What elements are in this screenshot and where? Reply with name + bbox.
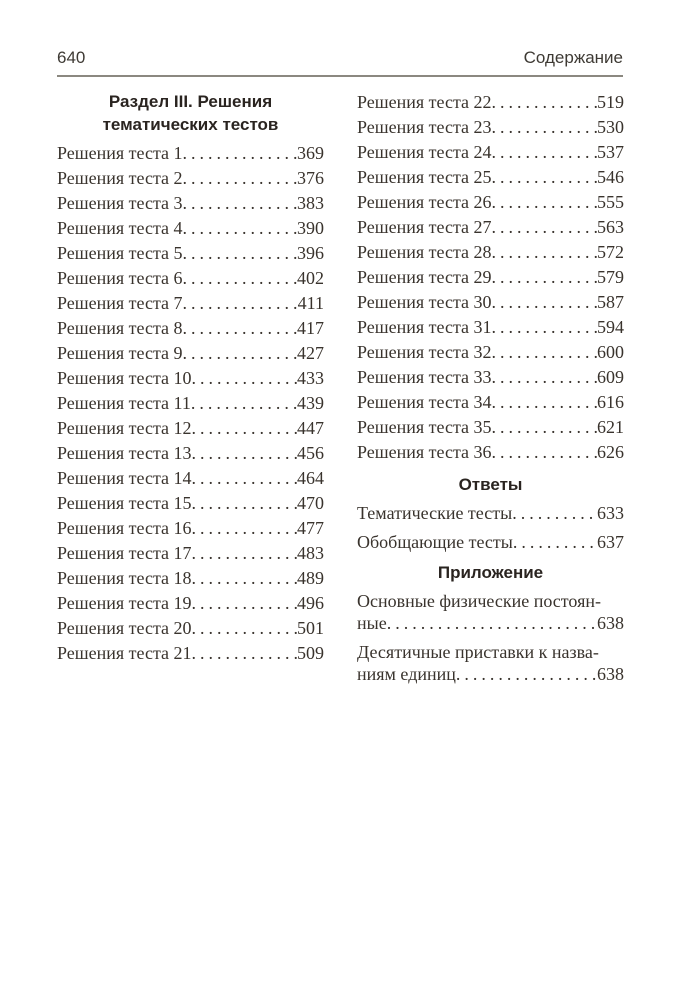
toc-entry-row xyxy=(357,115,624,140)
dot-leader xyxy=(492,390,597,415)
toc-entry xyxy=(357,240,624,265)
toc-entry-row xyxy=(357,190,624,215)
dot-leader xyxy=(183,316,297,341)
dot-leader xyxy=(492,165,597,190)
toc-entry-label: Решения теста 29 xyxy=(357,267,492,287)
toc-entry-page-number: 411 xyxy=(297,293,324,313)
toc-entry-label: Решения теста 5 xyxy=(57,243,183,263)
toc-entry-row xyxy=(57,491,324,516)
toc-entry-page-number: 579 xyxy=(597,267,624,287)
dot-leader xyxy=(183,216,297,241)
page-header xyxy=(57,48,623,77)
toc-entry-page-number: 555 xyxy=(597,192,624,212)
toc-entry-row xyxy=(357,140,624,165)
toc-entry-label: Решения теста 16 xyxy=(57,518,192,538)
toc-entry-label: Решения теста 36 xyxy=(357,442,492,462)
section-heading-razdel-3 xyxy=(57,90,324,136)
toc-entry-row xyxy=(57,566,324,591)
toc-entry-label: Решения теста 32 xyxy=(357,342,492,362)
toc-entry-page-number: 439 xyxy=(297,393,324,413)
toc-entry xyxy=(57,291,324,316)
toc-column-right xyxy=(357,90,624,692)
toc-entry-label: Решения теста 15 xyxy=(57,493,192,513)
toc-entry-wrapped-line: Основные физические постоян- xyxy=(357,591,601,611)
dot-leader xyxy=(183,166,297,191)
toc-entry xyxy=(357,215,624,240)
dot-leader xyxy=(492,240,597,265)
toc-entry-row xyxy=(57,591,324,616)
dot-leader xyxy=(513,531,597,553)
toc-entry-page-number: 616 xyxy=(597,392,624,412)
toc-entry-row xyxy=(357,365,624,390)
dot-leader xyxy=(492,365,597,390)
toc-entry-row xyxy=(57,466,324,491)
toc-entry-page-number: 489 xyxy=(297,568,324,588)
toc-entry-label: Решения теста 11 xyxy=(57,393,191,413)
toc-columns xyxy=(57,90,623,692)
toc-entry xyxy=(57,166,324,191)
toc-entry-page-number: 383 xyxy=(297,193,324,213)
toc-entries-right xyxy=(357,90,624,465)
toc-entry-label: Решения теста 7 xyxy=(57,293,183,313)
toc-entry-label: Решения теста 22 xyxy=(357,92,492,112)
toc-entry xyxy=(357,502,624,524)
toc-entry-label: Решения теста 31 xyxy=(357,317,492,337)
toc-entry-page-number: 594 xyxy=(597,317,624,337)
toc-entry xyxy=(357,531,624,553)
toc-entry-row xyxy=(57,441,324,466)
toc-entry xyxy=(357,140,624,165)
toc-entry-label: Решения теста 27 xyxy=(357,217,492,237)
toc-entry-label: Решения теста 19 xyxy=(57,593,192,613)
toc-entry-label: ные xyxy=(357,613,387,633)
toc-column-left xyxy=(57,90,324,692)
section-heading-otvety: Ответы xyxy=(458,475,523,494)
section-heading-prilozhenie: Приложение xyxy=(437,563,544,582)
dot-leader xyxy=(192,416,297,441)
toc-entry-page-number: 530 xyxy=(597,117,624,137)
toc-entry-label: Решения теста 33 xyxy=(357,367,492,387)
toc-entry-row xyxy=(357,215,624,240)
toc-entry-page-number: 621 xyxy=(597,417,624,437)
toc-entry-label: Решения теста 21 xyxy=(57,643,192,663)
toc-entry-label: Решения теста 1 xyxy=(57,143,183,163)
toc-entry-row xyxy=(57,541,324,566)
toc-entry-label: Решения теста 10 xyxy=(57,368,192,388)
toc-entry-row xyxy=(57,641,324,666)
toc-entry-row xyxy=(57,616,324,641)
toc-entry-page-number: 369 xyxy=(297,143,324,163)
toc-entry-page-number: 427 xyxy=(297,343,324,363)
toc-entry-label: Решения теста 23 xyxy=(357,117,492,137)
dot-leader xyxy=(492,90,597,115)
toc-entry-row xyxy=(357,340,624,365)
toc-entry-label: Решения теста 35 xyxy=(357,417,492,437)
toc-entry xyxy=(57,466,324,491)
toc-entry-label: Решения теста 6 xyxy=(57,268,183,288)
toc-entry-row xyxy=(57,241,324,266)
toc-entry-label: Решения теста 4 xyxy=(57,218,183,238)
toc-entries-left xyxy=(57,141,324,666)
toc-entry-page-number: 509 xyxy=(297,643,324,663)
toc-entry xyxy=(357,265,624,290)
folio-page-number: 640 xyxy=(57,48,86,67)
dot-leader xyxy=(192,641,297,666)
toc-entry-page-number: 396 xyxy=(297,243,324,263)
toc-entry-label: Тематические тесты xyxy=(357,503,513,523)
toc-entry-page-number: 483 xyxy=(297,543,324,563)
toc-entry-row xyxy=(57,266,324,291)
toc-entry-page-number: 390 xyxy=(297,218,324,238)
running-title: Содержание xyxy=(523,48,623,67)
toc-entry-row xyxy=(57,291,324,316)
toc-entry-page-number: 609 xyxy=(597,367,624,387)
dot-leader xyxy=(192,566,297,591)
toc-entry-row xyxy=(57,216,324,241)
toc-entry xyxy=(57,491,324,516)
toc-entries-otvety xyxy=(357,502,624,553)
toc-entry-page-number: 496 xyxy=(297,593,324,613)
toc-entry xyxy=(357,315,624,340)
toc-entry-page-number: 519 xyxy=(597,92,624,112)
toc-entry-page-number: 600 xyxy=(597,342,624,362)
toc-entry-page-number: 626 xyxy=(597,442,624,462)
dot-leader xyxy=(192,616,297,641)
toc-entry-page-number: 638 xyxy=(597,613,624,633)
toc-entry-page-number: 572 xyxy=(597,242,624,262)
toc-entry-page-number: 546 xyxy=(597,167,624,187)
dot-leader xyxy=(492,215,597,240)
dot-leader xyxy=(183,341,297,366)
toc-entry xyxy=(57,441,324,466)
toc-entry-page-number: 638 xyxy=(597,664,624,684)
toc-entry-label: Решения теста 3 xyxy=(57,193,183,213)
dot-leader xyxy=(192,366,297,391)
toc-entry xyxy=(357,90,624,115)
toc-entry-row xyxy=(357,502,624,524)
toc-entry-page-number: 477 xyxy=(297,518,324,538)
toc-entry-label: Решения теста 34 xyxy=(357,392,492,412)
toc-entry-page-number: 447 xyxy=(297,418,324,438)
toc-entry-page-number: 402 xyxy=(297,268,324,288)
toc-entry-row xyxy=(357,90,624,115)
toc-entry-row xyxy=(357,290,624,315)
toc-entry-label: Решения теста 2 xyxy=(57,168,183,188)
toc-entry-label: Решения теста 24 xyxy=(357,142,492,162)
toc-entry-row xyxy=(57,316,324,341)
dot-leader xyxy=(192,541,297,566)
toc-entry-label: Обобщающие тесты xyxy=(357,532,513,552)
toc-entry-row xyxy=(57,366,324,391)
toc-entry xyxy=(357,440,624,465)
toc-entry xyxy=(57,416,324,441)
toc-entry-page-number: 633 xyxy=(597,503,624,523)
dot-leader xyxy=(183,191,297,216)
toc-entry-row xyxy=(357,415,624,440)
dot-leader xyxy=(192,516,297,541)
dot-leader xyxy=(492,265,597,290)
dot-leader xyxy=(191,391,297,416)
toc-entry xyxy=(357,165,624,190)
dot-leader xyxy=(492,440,597,465)
toc-entry xyxy=(57,641,324,666)
dot-leader xyxy=(183,291,298,316)
toc-entry-row xyxy=(357,390,624,415)
toc-entry xyxy=(57,516,324,541)
toc-entry xyxy=(57,316,324,341)
toc-entry-label: Решения теста 17 xyxy=(57,543,192,563)
toc-entry xyxy=(57,391,324,416)
toc-entry xyxy=(357,340,624,365)
toc-entry-label: Решения теста 12 xyxy=(57,418,192,438)
toc-entry-row xyxy=(357,663,624,685)
dot-leader xyxy=(492,315,597,340)
dot-leader xyxy=(387,612,597,634)
toc-entry xyxy=(57,266,324,291)
dot-leader xyxy=(492,140,597,165)
toc-entry-page-number: 464 xyxy=(297,468,324,488)
toc-entries-prilozhenie xyxy=(357,590,624,685)
dot-leader xyxy=(512,502,597,524)
toc-entry xyxy=(57,341,324,366)
toc-entry xyxy=(357,290,624,315)
section-heading-line: тематических тестов xyxy=(102,115,279,134)
toc-entry xyxy=(57,241,324,266)
dot-leader xyxy=(192,441,297,466)
toc-entry-row xyxy=(357,240,624,265)
toc-entry-page-number: 456 xyxy=(297,443,324,463)
toc-entry-row xyxy=(357,531,624,553)
toc-entry-page-number: 417 xyxy=(297,318,324,338)
toc-entry xyxy=(357,390,624,415)
toc-entry-page-number: 563 xyxy=(597,217,624,237)
toc-entry xyxy=(57,141,324,166)
toc-entry xyxy=(57,541,324,566)
toc-entry xyxy=(57,366,324,391)
dot-leader xyxy=(192,591,297,616)
toc-entry-page-number: 470 xyxy=(297,493,324,513)
toc-entry-page-number: 587 xyxy=(597,292,624,312)
toc-entry xyxy=(357,115,624,140)
toc-entry-row xyxy=(57,141,324,166)
section-heading-line: Раздел III. Решения xyxy=(108,92,273,111)
dot-leader xyxy=(183,266,297,291)
toc-entry-row xyxy=(357,612,624,634)
dot-leader xyxy=(492,115,597,140)
toc-entry-row xyxy=(57,191,324,216)
toc-entry-row xyxy=(57,516,324,541)
toc-entry-page-number: 537 xyxy=(597,142,624,162)
toc-entry xyxy=(357,415,624,440)
toc-entry xyxy=(57,191,324,216)
toc-entry xyxy=(357,365,624,390)
toc-entry-row xyxy=(357,165,624,190)
dot-leader xyxy=(492,190,597,215)
toc-entry-row xyxy=(357,440,624,465)
toc-entry-row xyxy=(357,315,624,340)
toc-entry-label: Решения теста 8 xyxy=(57,318,183,338)
toc-entry-row xyxy=(57,341,324,366)
toc-entry xyxy=(357,641,624,685)
dot-leader xyxy=(183,141,297,166)
toc-entry-label: Решения теста 9 xyxy=(57,343,183,363)
toc-entry-page-number: 637 xyxy=(597,532,624,552)
toc-entry-label: Решения теста 13 xyxy=(57,443,192,463)
toc-entry xyxy=(57,216,324,241)
toc-entry-label: ниям единиц xyxy=(357,664,456,684)
dot-leader xyxy=(492,290,597,315)
toc-entry-row xyxy=(357,265,624,290)
toc-entry-label: Решения теста 25 xyxy=(357,167,492,187)
toc-entry-label: Решения теста 20 xyxy=(57,618,192,638)
toc-entry xyxy=(57,566,324,591)
toc-entry-wrapped-line: Десятичные приставки к назва- xyxy=(357,642,599,662)
dot-leader xyxy=(192,466,297,491)
dot-leader xyxy=(192,491,297,516)
toc-entry-page-number: 433 xyxy=(297,368,324,388)
dot-leader xyxy=(492,340,597,365)
toc-entry xyxy=(357,590,624,634)
toc-entry-label: Решения теста 18 xyxy=(57,568,192,588)
toc-entry-label: Решения теста 14 xyxy=(57,468,192,488)
dot-leader xyxy=(492,415,597,440)
toc-entry-label: Решения теста 28 xyxy=(357,242,492,262)
toc-entry xyxy=(57,591,324,616)
toc-entry-label: Решения теста 26 xyxy=(357,192,492,212)
toc-entry xyxy=(57,616,324,641)
toc-entry-page-number: 501 xyxy=(297,618,324,638)
toc-entry-page-number: 376 xyxy=(297,168,324,188)
dot-leader xyxy=(183,241,297,266)
toc-entry-row xyxy=(57,391,324,416)
toc-entry xyxy=(357,190,624,215)
toc-entry-row xyxy=(57,416,324,441)
toc-entry-label: Решения теста 30 xyxy=(357,292,492,312)
dot-leader xyxy=(456,663,597,685)
toc-entry-row xyxy=(57,166,324,191)
